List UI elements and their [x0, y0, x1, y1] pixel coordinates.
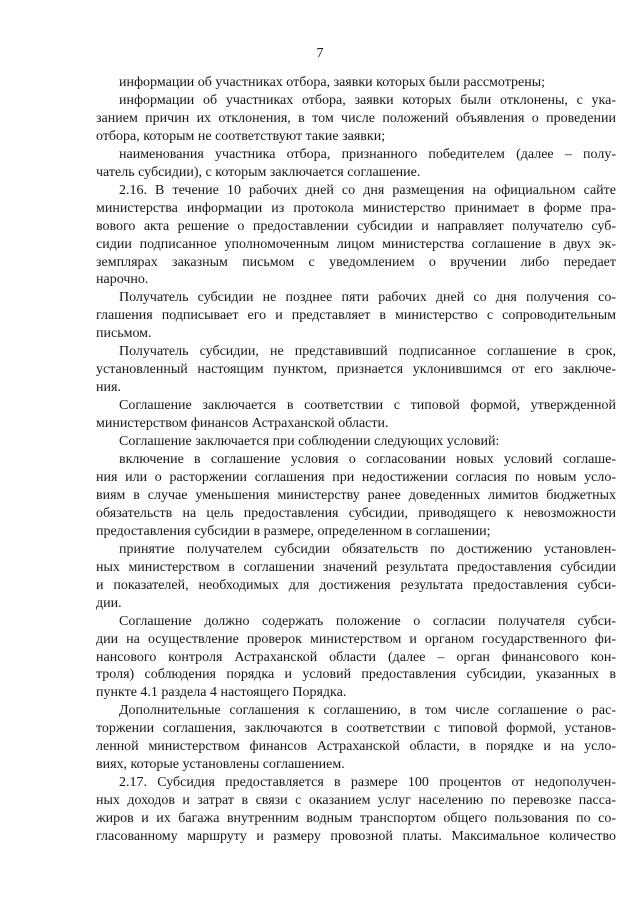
paragraph — [96, 343, 616, 397]
text-line: виях, которые установлены соглашением. — [96, 757, 345, 773]
text-line: Соглашение должно содержать положение о согласии получателя субси- — [119, 613, 616, 629]
paragraph — [96, 451, 616, 541]
document-body — [96, 74, 616, 846]
text-line: Дополнительные соглашения к соглашению, в том числе соглашение о рас- — [119, 703, 616, 719]
text-line: троля) соблюдения порядка и условий предоставления субсидии, указанных в — [96, 667, 616, 683]
text-line: и показателей, необходимых для достижения результата предоставления субси- — [96, 577, 616, 593]
text-line: министерством финансов Астраханской области. — [96, 416, 389, 432]
paragraph — [96, 92, 616, 146]
paragraph — [96, 397, 616, 433]
text-line: наименования участника отбора, признанного победителем (далее – полу- — [119, 146, 616, 162]
text-line: 2.17. Субсидия предоставляется в размере 100 процентов от недополучен- — [119, 775, 616, 791]
text-line: нансового контроля Астраханской области (далее – орган финансового кон- — [96, 649, 616, 665]
text-line: информации об участниках отбора, заявки которых были рассмотрены; — [119, 75, 546, 90]
text-line: 2.16. В течение 10 рабочих дней со дня размещения на официальном сайте — [119, 182, 616, 198]
text-line: обязательств на цель предоставления субсидии, приводящего к невозможности — [96, 505, 616, 521]
text-line: установленный настоящим пунктом, признается уклонившимся от его заключе- — [96, 362, 616, 378]
text-line: ния. — [96, 380, 121, 396]
text-line: включение в соглашение условия о согласовании новых условий соглаше- — [119, 452, 616, 468]
text-line: земплярах заказным письмом с уведомлением о вручении либо передает — [96, 254, 616, 270]
text-line: ния или о расторжении соглашения при недостижении согласия по новым усло- — [96, 469, 616, 485]
text-line: отбора, которым не соответствуют такие заявки; — [96, 128, 386, 144]
text-line: дии. — [96, 595, 122, 611]
text-line: вового акта решение о предоставлении субсидии и направляет получателю суб- — [96, 218, 616, 234]
text-line: ных министерством в соглашении значений результата предоставления субсидии — [96, 559, 616, 575]
page-number: 7 — [316, 46, 324, 61]
paragraph — [96, 613, 616, 703]
text-line: ных доходов и затрат в связи с оказанием услуг населению по перевозке пасса- — [96, 793, 616, 809]
text-line: предоставления субсидии в размере, определенном в соглашении; — [96, 523, 491, 539]
paragraph — [96, 146, 616, 182]
text-line: чатель субсидии), с которым заключается соглашение. — [96, 164, 421, 180]
text-line: Получатель субсидии, не представивший подписанное соглашение в срок, — [119, 344, 616, 360]
text-line: гласованному маршруту и размеру провозной платы. Максимальное количество — [96, 829, 616, 845]
text-line: ленной министерством финансов Астраханской области, в порядке и на усло- — [96, 739, 616, 755]
paragraph — [96, 774, 616, 846]
text-line: жиров и их багажа внутренним водным транспортом общего пользования по со- — [96, 811, 616, 827]
text-line: Соглашение заключается в соответствии с типовой формой, утвержденной — [119, 398, 616, 414]
text-line: информации об участниках отбора, заявки которых были отклонены, с ука- — [119, 92, 616, 108]
text-line: занием причин их отклонения, в том числе положений объявления о проведении — [96, 110, 616, 126]
text-line: дии на осуществление проверок министерством и органом государственного фи- — [96, 631, 616, 647]
paragraph — [96, 702, 616, 774]
text-line: глашения подписывает его и представляет в министерство с сопроводительным — [96, 308, 616, 324]
text-line: пункте 4.1 раздела 4 настоящего Порядка. — [96, 685, 347, 701]
text-line: принятие получателем субсидии обязательств по достижению установлен- — [119, 541, 616, 557]
paragraph — [96, 541, 616, 613]
text-line: Соглашение заключается при соблюдении следующих условий: — [119, 434, 500, 450]
text-line: письмом. — [96, 326, 152, 342]
paragraph — [96, 433, 616, 451]
paragraph — [96, 182, 616, 290]
text-line: Получатель субсидии не позднее пяти рабочих дней со дня получения со- — [119, 290, 616, 306]
text-line: сидии подписанное уполномоченным лицом министерства соглашение в двух эк- — [96, 236, 616, 252]
text-line: министерства информации из протокола министерство принимает в форме пра- — [96, 200, 616, 216]
text-line: торжении соглашения, заключаются в соответствии с типовой формой, установ- — [96, 721, 616, 737]
paragraph — [96, 74, 616, 92]
text-line: нарочно. — [96, 272, 149, 288]
paragraph — [96, 289, 616, 343]
text-line: виям в случае уменьшения министерству ранее доведенных лимитов бюджетных — [96, 487, 616, 503]
